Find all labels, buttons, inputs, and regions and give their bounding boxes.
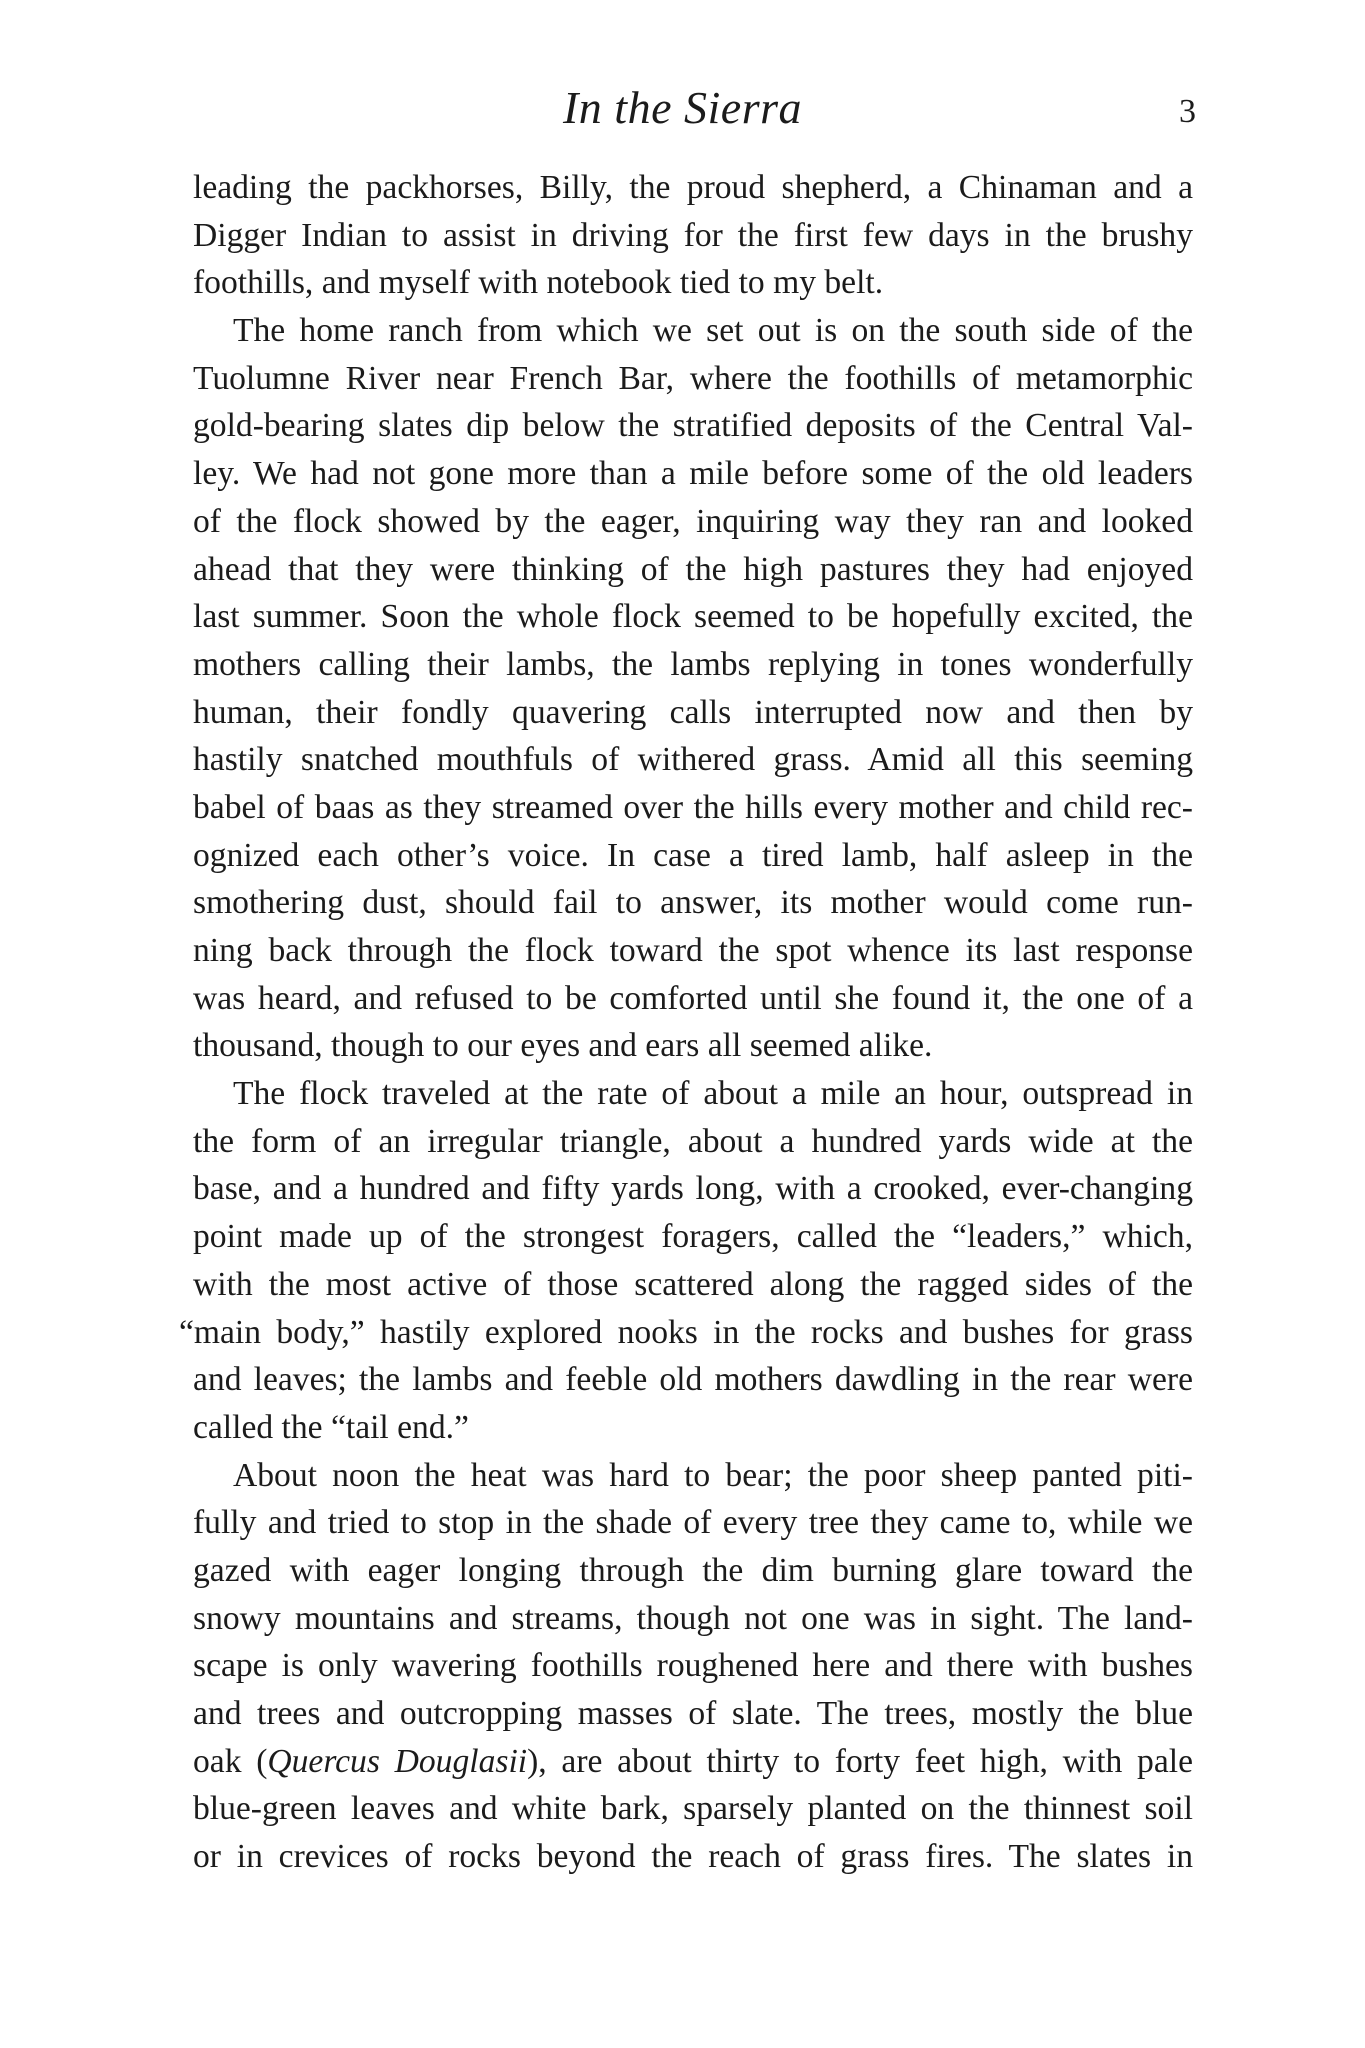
text-line: or in crevices of rocks beyond the reach of grass fires. The slates in [193,1838,1193,1876]
text-line: fully and tried to stop in the shade of every tree they came to, while we [193,1504,1193,1542]
text-line: scape is only wavering foothills roughened here and there with bushes [193,1647,1193,1685]
text-line: smothering dust, should fail to answer, its mother would come run- [193,884,1193,922]
text-line: snowy mountains and streams, though not one was in sight. The land- [193,1599,1193,1637]
text-line: was heard, and refused to be comforted until she found it, the one of a [193,979,1193,1017]
text-line: “main body,” hastily explored nooks in the rocks and bushes for grass [179,1313,1193,1351]
text-line: gazed with eager longing through the dim burning glare toward the [193,1551,1193,1589]
text-line: babel of baas as they streamed over the hills every mother and child rec- [193,788,1193,826]
text-line: and leaves; the lambs and feeble old mothers dawdling in the rear were [193,1361,1193,1399]
text-line: ley. We had not gone more than a mile before some of the old leaders [193,455,1193,493]
text-line: of the flock showed by the eager, inquiring way they ran and looked [193,502,1193,540]
text-line: ahead that they were thinking of the high pastures they had enjoyed [193,550,1193,588]
text-line: called the “tail end.” [193,1408,469,1446]
text-line: with the most active of those scattered along the ragged sides of the [193,1265,1193,1303]
text-line: leading the packhorses, Billy, the proud shepherd, a Chinaman and a [193,169,1193,206]
text-line: ognized each other’s voice. In case a tired lamb, half asleep in the [193,836,1193,874]
text-line: and trees and outcropping masses of slate. The trees, mostly the blue [193,1695,1193,1732]
text-segment: ), are about thirty to forty feet high, with pale [527,1742,1193,1780]
italic-species-name: Quercus Douglasii [267,1742,528,1780]
paragraph-first-line: About noon the heat was hard to bear; the poor sheep panted piti- [233,1456,1193,1494]
paragraph-first-line: The flock traveled at the rate of about a mile an hour, outspread in [233,1075,1193,1113]
text-segment: oak ( [193,1742,268,1780]
text-line: ning back through the flock toward the spot whence its last response [193,932,1193,969]
body-text [179,164,1193,1881]
page-number: 3 [1179,93,1196,130]
text-line: blue-green leaves and white bark, sparsely planted on the thinnest soil [193,1790,1193,1828]
text-line: foothills, and myself with notebook tied to my belt. [193,264,884,302]
paragraph-first-line: The home ranch from which we set out is on the south side of the [233,312,1193,350]
text-line: base, and a hundred and fifty yards long, with a crooked, ever-changing [193,1170,1193,1208]
text-line: Tuolumne River near French Bar, where the foothills of metamorphic [193,359,1193,397]
text-line: hastily snatched mouthfuls of withered grass. Amid all this seeming [193,741,1193,779]
running-title: In the Sierra [562,82,802,133]
running-head [0,78,1365,138]
text-line: the form of an irregular triangle, about a hundred yards wide at the [193,1122,1193,1160]
text-line: last summer. Soon the whole flock seemed to be hopefully excited, the [193,598,1193,636]
text-line: gold-bearing slates dip below the stratified deposits of the Central Val- [193,407,1193,445]
text-line: thousand, though to our eyes and ears all seemed alike. [193,1027,933,1065]
text-line: point made up of the strongest foragers, called the “leaders,” which, [193,1218,1193,1256]
text-line: human, their fondly quavering calls interrupted now and then by [193,693,1193,731]
text-line: mothers calling their lambs, the lambs replying in tones wonderfully [193,645,1193,683]
text-line-with-italic [193,1738,1193,1786]
text-line: Digger Indian to assist in driving for the first few days in the brushy [193,216,1193,254]
